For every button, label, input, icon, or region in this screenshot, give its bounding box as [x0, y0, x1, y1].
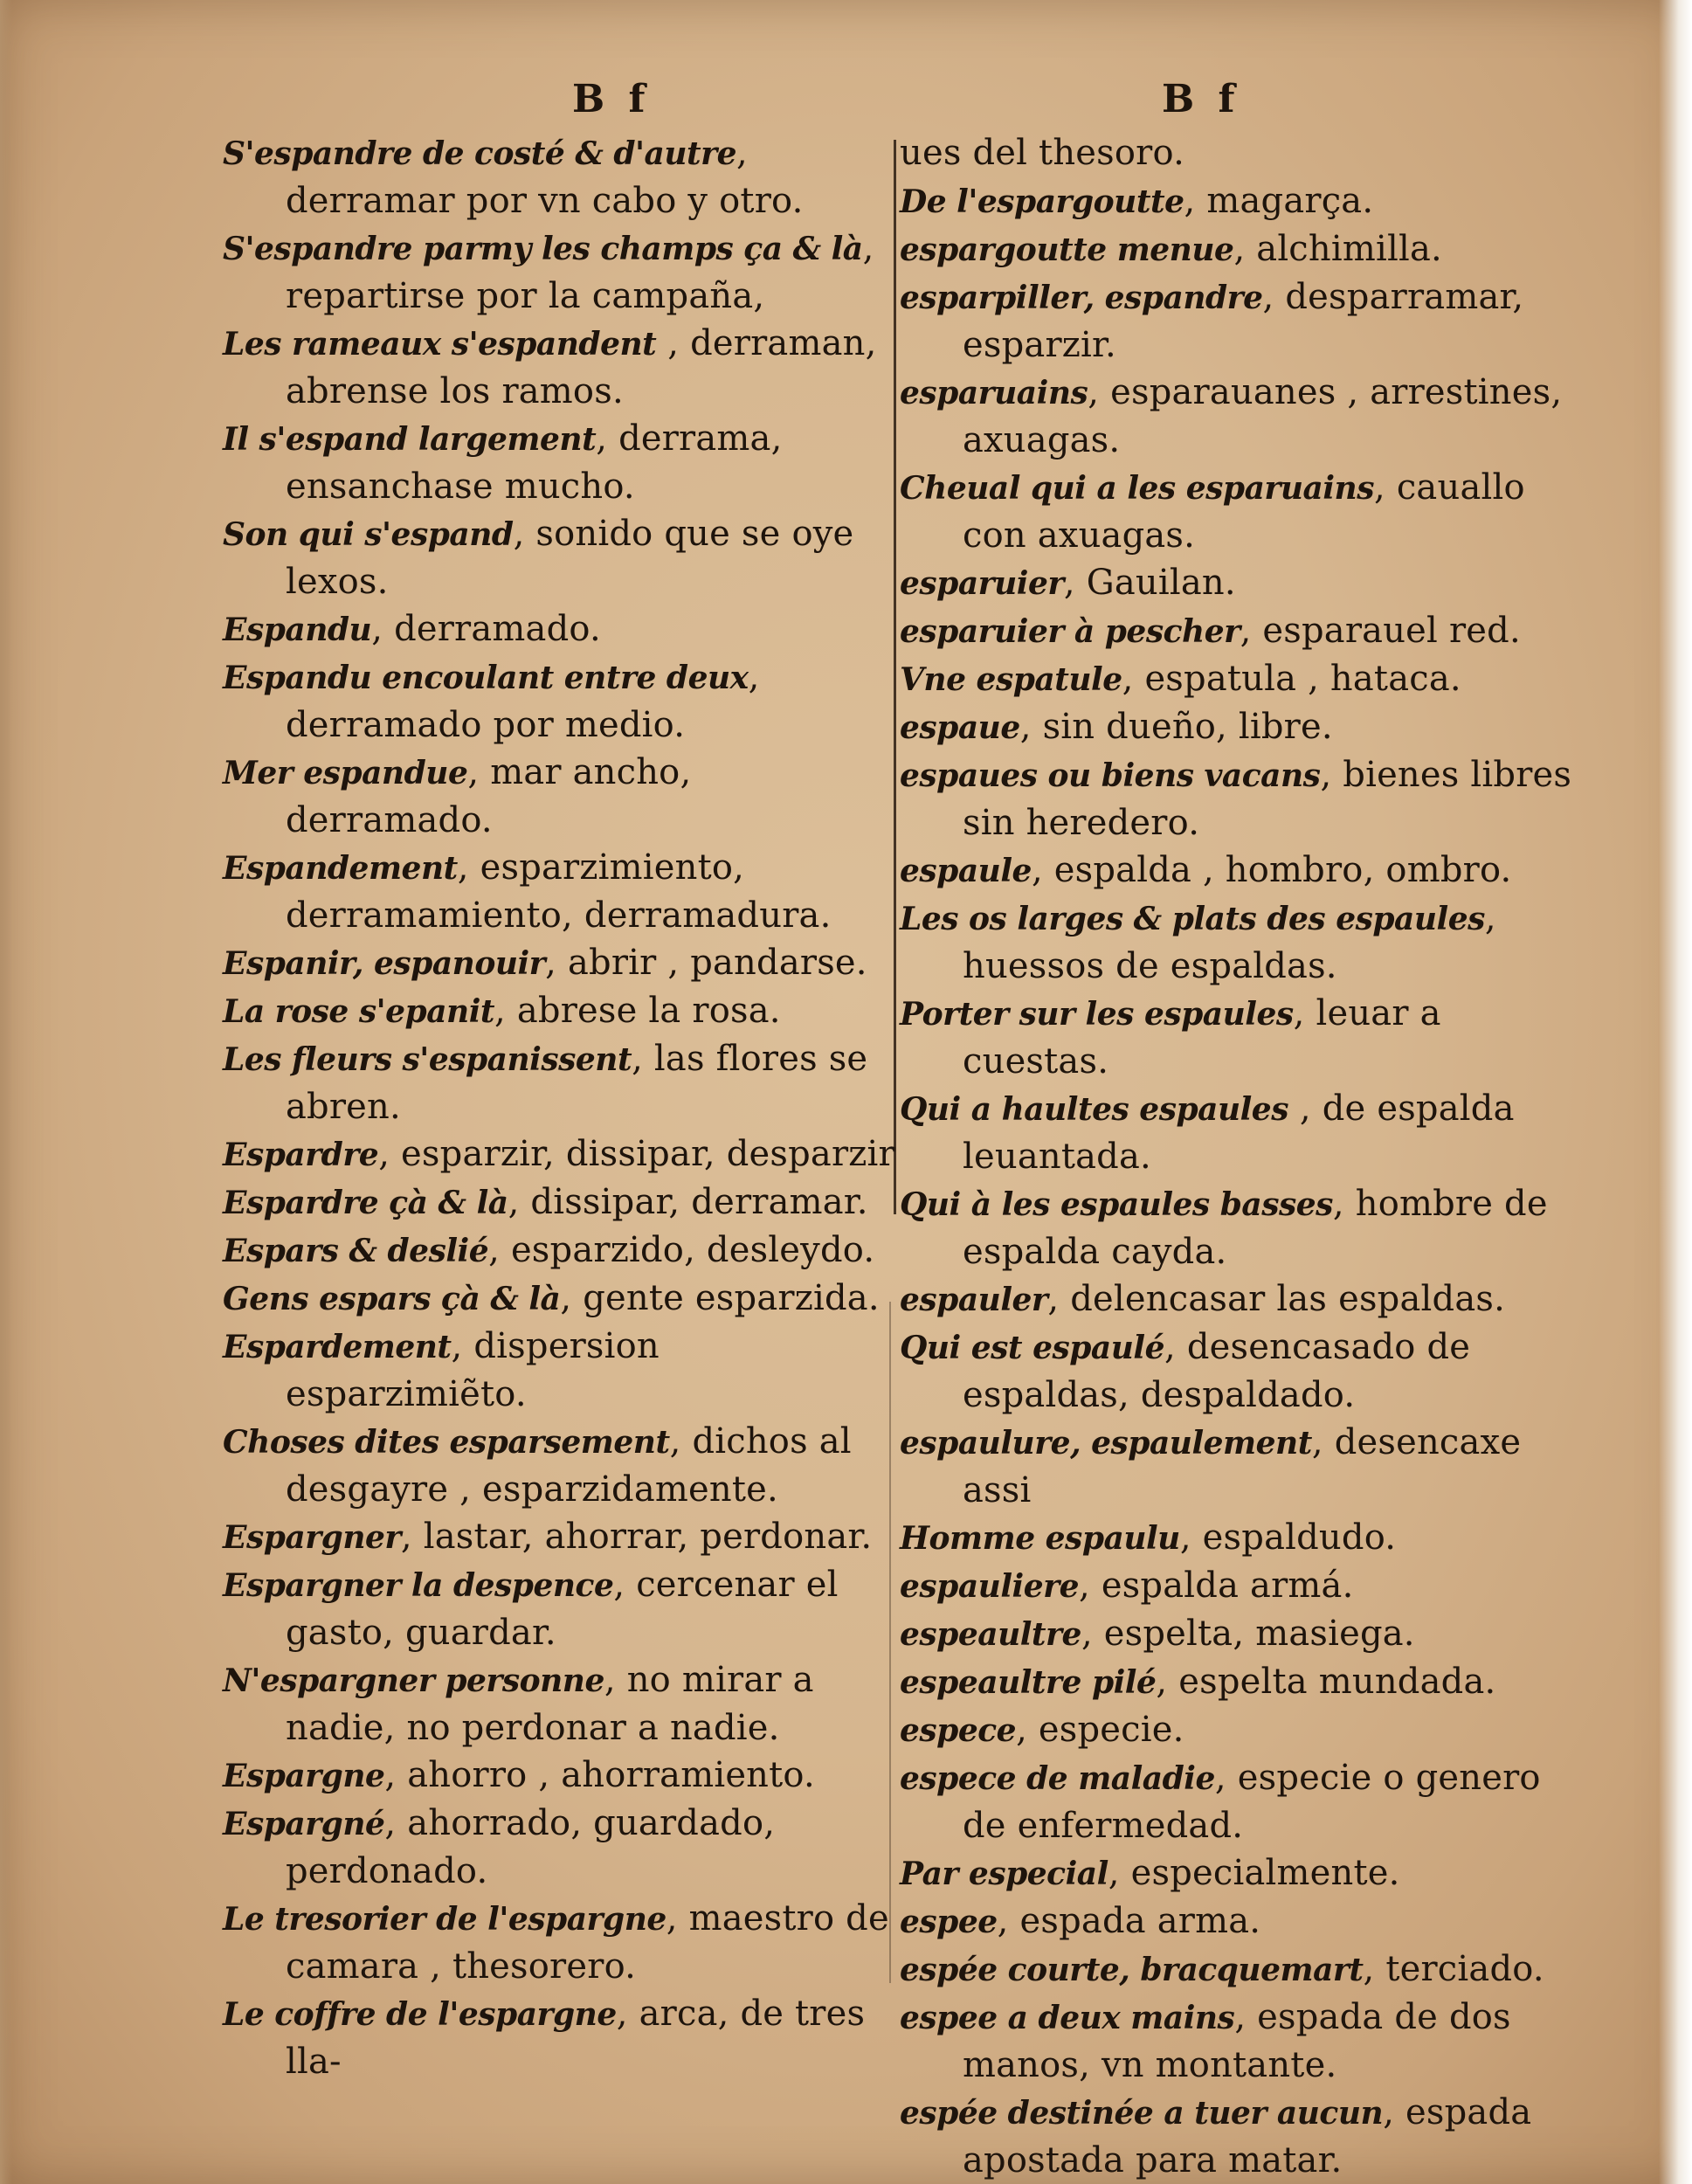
- dictionary-entry: [900, 703, 1590, 751]
- entry-headword: De l'espargoutte: [900, 183, 1184, 220]
- entry-headword: espée courte, bracquemart: [900, 1952, 1364, 1988]
- entry-translation: , derraman, abrense los ramos.: [286, 323, 877, 411]
- scan-edge-left: [0, 0, 12, 2184]
- entry-translation: , derramado por medio.: [286, 657, 760, 745]
- entry-translation: , magarça.: [1184, 181, 1374, 221]
- dictionary-entry: [223, 1035, 895, 1130]
- dictionary-entry: [900, 1324, 1590, 1419]
- entry-headword: esparuier: [900, 565, 1064, 602]
- dictionary-entry: [900, 655, 1590, 703]
- entry-headword: S'espandre de costé & d'autre: [223, 135, 737, 172]
- entry-translation: , espada apostada para matar.: [963, 2092, 1532, 2181]
- entry-translation: , desencasado de espaldas, despaldado.: [963, 1327, 1471, 1415]
- entry-translation: , espada arma.: [997, 1901, 1261, 1941]
- entry-translation: , de espalda leuantada.: [963, 1089, 1515, 1177]
- dictionary-entry: [223, 1323, 895, 1418]
- entry-headword: Son qui s'espand: [223, 516, 514, 553]
- dictionary-entry: [900, 1658, 1590, 1706]
- entry-headword: Espargné: [223, 1806, 385, 1842]
- entry-translation: , dichos al desgayre , esparzidamente.: [286, 1421, 852, 1510]
- entry-translation: , abrir , pandarse.: [545, 943, 867, 983]
- entry-headword: Qui a haultes espaules: [900, 1091, 1288, 1128]
- dictionary-entry: [900, 1275, 1590, 1324]
- dictionary-entry: [900, 464, 1590, 559]
- entry-headword: Porter sur les espaules: [900, 996, 1294, 1033]
- dictionary-entry: [223, 749, 895, 844]
- entry-translation: , hombre de espalda cayda.: [963, 1184, 1548, 1272]
- entry-headword: Qui est espaulé: [900, 1330, 1164, 1366]
- entry-headword: espaulure, espaulement: [900, 1425, 1312, 1462]
- dictionary-entry: [900, 1754, 1590, 1849]
- entry-translation: , especialmente.: [1108, 1853, 1400, 1893]
- entry-headword: esparpiller, espandre: [900, 280, 1263, 316]
- entry-headword: Par especial: [900, 1856, 1108, 1892]
- entry-headword: Qui à les espaules basses: [900, 1186, 1333, 1223]
- entry-headword: Espardre: [223, 1137, 379, 1173]
- entry-headword: Les rameaux s'espandent: [223, 326, 657, 363]
- entry-headword: espauliere: [900, 1568, 1079, 1605]
- left-column: [223, 129, 895, 2085]
- dictionary-entry: [223, 320, 895, 415]
- entry-headword: Choses dites esparsement: [223, 1424, 670, 1461]
- entry-headword: Espandu encoulant entre deux: [223, 660, 749, 696]
- dictionary-entry: [223, 605, 895, 653]
- entry-headword: Espanir, espanouir: [223, 945, 546, 982]
- dictionary-entry: [223, 1895, 895, 1990]
- dictionary-entry: [223, 987, 895, 1035]
- dictionary-entry: [223, 1752, 895, 1800]
- entry-headword: Espargner: [223, 1519, 401, 1556]
- dictionary-entry: [223, 1990, 895, 2085]
- entry-translation: , espelta, masiega.: [1081, 1614, 1415, 1654]
- entry-translation: , Gauilan.: [1063, 563, 1236, 603]
- dictionary-entry: [900, 1514, 1590, 1562]
- dictionary-entry: [900, 1180, 1590, 1275]
- entry-translation: , derramar por vn cabo y otro.: [286, 133, 804, 221]
- entry-translation: , espada de dos manos, vn montante.: [963, 1997, 1511, 2085]
- entry-translation: , espalda , hombro, ombro.: [1031, 850, 1512, 890]
- entry-translation: , delencasar las espaldas.: [1047, 1279, 1506, 1319]
- entry-translation: , lastar, ahorrar, perdonar.: [400, 1517, 873, 1557]
- entry-translation: , esparauel red.: [1240, 611, 1521, 651]
- dictionary-entry: [223, 415, 895, 510]
- dictionary-entry: [223, 225, 895, 320]
- entry-translation: , alchimilla.: [1233, 229, 1442, 269]
- entry-headword: Mer espandue: [223, 755, 468, 791]
- right-column: [900, 129, 1590, 2184]
- entry-translation: , abrese la rosa.: [494, 991, 781, 1031]
- entry-headword: espee a deux mains: [900, 2000, 1235, 2036]
- dictionary-entry: [223, 1800, 895, 1895]
- entry-translation: , bienes libres sin heredero.: [963, 755, 1572, 843]
- entry-headword: Espars & deslié: [223, 1233, 489, 1269]
- dictionary-entry: [223, 1418, 895, 1513]
- entry-translation: , esparauanes , arrestines, axuagas.: [963, 372, 1563, 460]
- dictionary-entry: [223, 1561, 895, 1656]
- dictionary-entry: [900, 1849, 1590, 1897]
- entry-translation: , derrama, ensanchase mucho.: [286, 418, 783, 507]
- entry-headword: Espargne: [223, 1758, 385, 1794]
- entry-headword: espaule: [900, 853, 1032, 889]
- dictionary-entry: [900, 847, 1590, 895]
- entry-headword: Le tresorier de l'espargne: [223, 1901, 666, 1938]
- dictionary-entry: [900, 1994, 1590, 2089]
- dictionary-entry: [900, 751, 1590, 847]
- entry-headword: Espardre çà & là: [223, 1185, 508, 1221]
- entry-translation: , no mirar a nadie, no perdonar a nadie.: [286, 1660, 814, 1748]
- entry-translation: , especie.: [1016, 1710, 1184, 1750]
- entry-headword: espeaultre: [900, 1616, 1081, 1653]
- entry-translation: , huessos de espaldas.: [963, 898, 1496, 986]
- dictionary-entry: [223, 1178, 895, 1227]
- entry-translation: , esparzimiento, derramamiento, derramadura.: [286, 847, 832, 936]
- entry-translation: , espelta mundada.: [1156, 1662, 1496, 1702]
- entry-translation: , dissipar, derramar.: [508, 1182, 868, 1222]
- dictionary-entry: [900, 129, 1590, 177]
- entry-translation: , esparzido, desleydo.: [488, 1230, 875, 1270]
- entry-headword: espargoutte menue: [900, 232, 1234, 268]
- entry-translation: , leuar a cuestas.: [963, 993, 1441, 1082]
- entry-headword: espeaultre pilé: [900, 1664, 1157, 1701]
- entry-translation: , mar ancho, derramado.: [286, 752, 692, 840]
- entry-translation: , dispersion esparzimiẽto.: [286, 1326, 660, 1414]
- dictionary-entry: [900, 1946, 1590, 1994]
- entry-headword: Espardement: [223, 1329, 452, 1365]
- dictionary-entry: [900, 895, 1590, 990]
- entry-headword: espaues ou biens vacans: [900, 757, 1321, 794]
- dictionary-entry: [223, 129, 895, 225]
- scan-edge-right: [1659, 0, 1692, 2184]
- entry-headword: Vne espatule: [900, 661, 1122, 698]
- dictionary-entry: [223, 1656, 895, 1752]
- dictionary-entry: [900, 2089, 1590, 2184]
- entry-headword: esparuier à pescher: [900, 613, 1240, 650]
- dictionary-entry: [900, 1419, 1590, 1514]
- entry-translation: , gente esparzida.: [560, 1278, 880, 1318]
- entry-headword: espee: [900, 1904, 998, 1940]
- entry-headword: Il s'espand largement: [223, 421, 597, 458]
- entry-translation: , las flores se abren.: [286, 1039, 868, 1127]
- dictionary-entry: [900, 1085, 1590, 1180]
- dictionary-entry: [900, 225, 1590, 273]
- entry-translation: , cercenar el gasto, guardar.: [286, 1565, 839, 1653]
- dictionary-entry: [900, 1610, 1590, 1658]
- dictionary-entry: [223, 844, 895, 939]
- entry-translation: , esparzir, dissipar, desparzir: [378, 1134, 895, 1174]
- entry-headword: Cheual qui a les esparuains: [900, 470, 1374, 507]
- entry-headword: Espandu: [223, 612, 372, 648]
- entry-translation: , ahorrado, guardado, perdonado.: [286, 1803, 776, 1891]
- dictionary-entry: [900, 1897, 1590, 1946]
- entry-translation: , desparramar, esparzir.: [963, 277, 1524, 365]
- entry-headword: N'espargner personne: [223, 1662, 604, 1699]
- entry-headword: esparuains: [900, 375, 1088, 411]
- entry-headword: Gens espars çà & là: [223, 1281, 561, 1317]
- dictionary-entry: [900, 559, 1590, 607]
- entry-translation: , espaldudo.: [1179, 1517, 1397, 1558]
- signature-mark-right: B f: [1162, 77, 1240, 121]
- dictionary-entry: [223, 1227, 895, 1275]
- entry-translation: , especie o genero de enfermedad.: [963, 1758, 1541, 1846]
- dictionary-entry: [900, 1706, 1590, 1754]
- dictionary-entry: [900, 607, 1590, 655]
- dictionary-entry: [223, 939, 895, 987]
- entry-translation: , arca, de tres lla-: [286, 1994, 866, 2082]
- entry-headword: espaue: [900, 709, 1020, 746]
- entry-translation: , derramado.: [371, 609, 601, 649]
- entry-translation: , cauallo con axuagas.: [963, 467, 1525, 556]
- dictionary-entry: [223, 510, 895, 605]
- entry-headword: S'espandre parmy les champs ça & là: [223, 231, 863, 267]
- entry-headword: Espandement: [223, 850, 458, 887]
- dictionary-entry: [223, 653, 895, 749]
- dictionary-entry: [900, 369, 1590, 464]
- entry-headword: espece de maladie: [900, 1760, 1215, 1797]
- entry-translation: , sin dueño, libre.: [1019, 707, 1333, 747]
- entry-translation: , sonido que se oye lexos.: [286, 514, 854, 602]
- dictionary-entry: [223, 1513, 895, 1561]
- entry-translation: , ahorro , ahorramiento.: [384, 1755, 815, 1795]
- dictionary-entry: [900, 177, 1590, 225]
- dictionary-entry: [900, 273, 1590, 369]
- entry-translation: ues del thesoro.: [900, 133, 1184, 173]
- entry-translation: , espalda armá.: [1078, 1565, 1354, 1606]
- entry-headword: espée destinée a tuer aucun: [900, 2095, 1384, 2132]
- entry-headword: La rose s'epanit: [223, 993, 495, 1030]
- entry-headword: Le coffre de l'espargne: [223, 1996, 617, 2033]
- entry-translation: , espatula , hataca.: [1122, 659, 1461, 699]
- entry-headword: Les os larges & plats des espaules: [900, 901, 1485, 937]
- entry-headword: Espargner la despence: [223, 1567, 614, 1604]
- dictionary-entry: [900, 990, 1590, 1085]
- entry-headword: espauler: [900, 1282, 1048, 1318]
- entry-translation: , repartirse por la campaña,: [286, 228, 874, 316]
- signature-mark-left: B f: [572, 77, 651, 121]
- entry-translation: , terciado.: [1363, 1949, 1544, 1989]
- entry-headword: espece: [900, 1712, 1017, 1749]
- entry-headword: Homme espaulu: [900, 1520, 1180, 1557]
- dictionary-entry: [900, 1562, 1590, 1610]
- entry-headword: Les fleurs s'espanissent: [223, 1041, 632, 1078]
- dictionary-entry: [223, 1275, 895, 1323]
- entry-translation: , desencaxe assi: [963, 1422, 1522, 1510]
- entry-translation: , maestro de camara , thesorero.: [286, 1898, 889, 1987]
- dictionary-entry: [223, 1130, 895, 1178]
